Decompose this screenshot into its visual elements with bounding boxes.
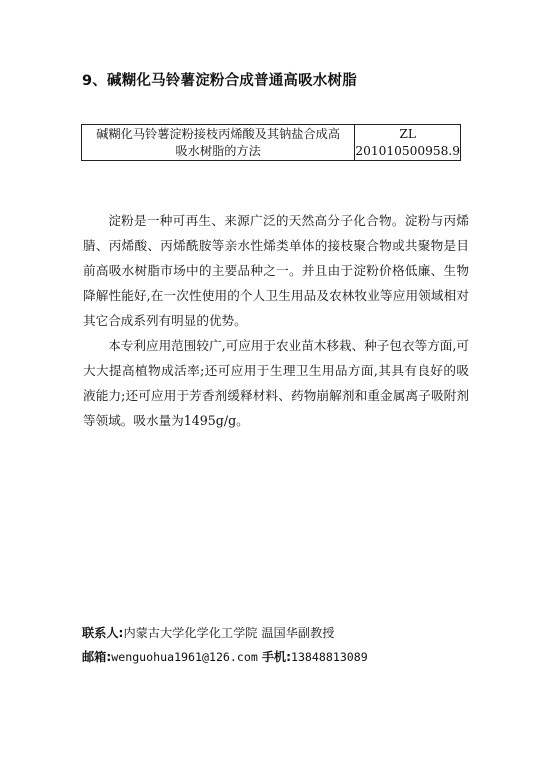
section-heading: 9、碱糊化马铃薯淀粉合成普通高吸水树脂 — [82, 73, 357, 89]
patent-number-prefix: ZL — [399, 127, 416, 141]
body-text — [83, 208, 469, 433]
paragraph-intro: 淀粉是一种可再生、来源广泛的天然高分子化合物。淀粉与丙烯腈、丙烯酸、丙烯酰胺等亲水性烯类单体的接枝聚合物或共聚物是目前高吸水树脂市场中的主要品种之一。并且由于淀粉价格低廉、生物降解性能好,在一次性使用的个人卫生用品及农林牧业等应用领域相对其它合成系列有明显的优势。 — [83, 213, 469, 328]
patent-number-cell — [355, 125, 460, 160]
patent-title-line-1: 碱糊化马铃薯淀粉接枝丙烯酸及其钠盐合成高 — [96, 127, 341, 141]
contact-block — [82, 621, 368, 669]
phone-value: 13848813089 — [290, 650, 368, 664]
paragraph-applications: 本专利应用范围较广,可应用于农业苗木移栽、种子包衣等方面,可大大提高植物成活率;还可应用于生理卫生用品方面,其具有良好的吸液能力;还可应用于芳香剂缓释材料、药物崩解剂和重金属离子吸附剂等领域。吸水量为1495g/g。 — [83, 338, 469, 428]
patent-info-table — [81, 124, 461, 161]
contact-person-value: 内蒙古大学化学化工学院 温国华副教授 — [123, 626, 335, 640]
contact-person-label: 联系人: — [82, 626, 124, 640]
contact-email-row — [82, 645, 368, 669]
email-label: 邮箱: — [82, 650, 112, 664]
patent-title-cell — [82, 125, 355, 160]
phone-label: 手机: — [261, 650, 291, 664]
email-value[interactable]: wenguohua1961@126.com — [111, 650, 258, 664]
patent-number-value: 201010500958.9 — [355, 144, 460, 158]
contact-person-row — [82, 621, 368, 645]
patent-title-line-2: 吸水树脂的方法 — [175, 144, 261, 158]
